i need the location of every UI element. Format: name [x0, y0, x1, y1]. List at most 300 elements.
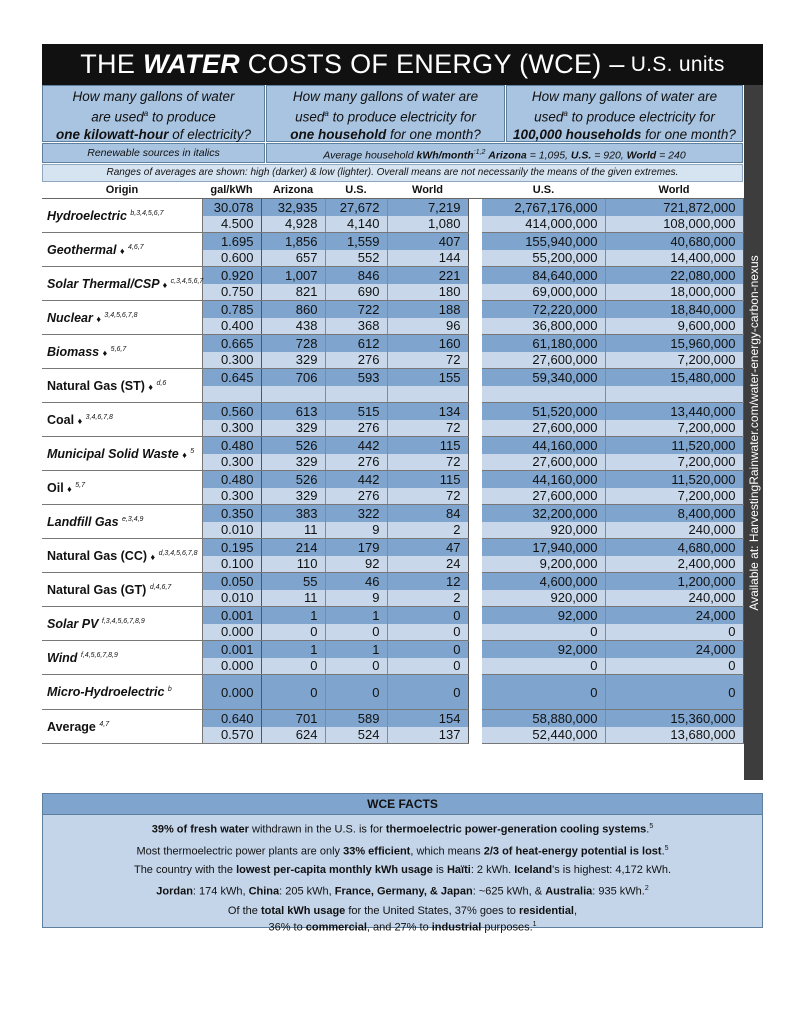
column-gap: [468, 437, 482, 454]
origin-footnote: c,3,4,5,6,7: [170, 277, 204, 285]
origin-footnote: b,3,4,5,6,7: [130, 209, 164, 217]
cell-arizona: 329: [261, 420, 325, 437]
origin-footnote: d,6: [156, 379, 167, 387]
cell-world-100k: 15,360,000: [605, 710, 743, 727]
cell-world: 2: [387, 590, 468, 607]
cell-us: 276: [325, 488, 387, 505]
side-banner: [744, 85, 763, 780]
cell-us-100k: 27,600,000: [482, 454, 605, 471]
f2-b2: 2/3 of heat-energy potential is lost: [483, 845, 662, 858]
origin-footnote: b: [167, 685, 172, 693]
column-gap: [468, 335, 482, 352]
column-gap: [468, 522, 482, 539]
q1-sup: a: [143, 109, 149, 118]
cell-arizona: 613: [261, 403, 325, 420]
origin-cell: [42, 301, 202, 335]
f6-t1: 36% to: [268, 921, 306, 934]
cell-world-100k: 22,080,000: [605, 267, 743, 284]
table-body: [42, 199, 743, 744]
cell-world-100k: 40,680,000: [605, 233, 743, 250]
cell-arizona: 657: [261, 250, 325, 267]
cell-gal-kwh: 0.195: [202, 539, 261, 556]
column-gap: [468, 488, 482, 505]
cell-world: 115: [387, 437, 468, 454]
origin-cell: [42, 437, 202, 471]
cell-world-100k: 240,000: [605, 590, 743, 607]
title-part1: THE: [80, 49, 136, 79]
origin-name: Geothermal: [47, 242, 117, 257]
cell-gal-kwh: 0.560: [202, 403, 261, 420]
column-gap: [468, 301, 482, 318]
cell-world: 72: [387, 352, 468, 369]
cell-world-100k: 24,000: [605, 607, 743, 624]
f5-t3: ,: [574, 904, 578, 917]
cell-world: 180: [387, 284, 468, 301]
cell-world: 96: [387, 318, 468, 335]
cell-arizona: [261, 386, 325, 403]
table-row: [42, 301, 743, 318]
cell-us-100k: 84,640,000: [482, 267, 605, 284]
f4-t1: : 174 kWh,: [192, 885, 249, 898]
cell-world: 1,080: [387, 216, 468, 233]
cell-gal-kwh: 4.500: [202, 216, 261, 233]
cell-world: 24: [387, 556, 468, 573]
cell-arizona: 860: [261, 301, 325, 318]
header-us-100k: U.S.: [482, 182, 605, 199]
f3-t2: is: [432, 864, 447, 877]
cell-world-100k: 18,840,000: [605, 301, 743, 318]
column-gap: [468, 267, 482, 284]
f2-t1: Most thermoelectric power plants are only: [136, 845, 344, 858]
column-gap: [468, 607, 482, 624]
cell-us: 612: [325, 335, 387, 352]
f6-t2: , and 27% to: [366, 921, 432, 934]
f5-t2: for the United States, 37% goes to: [345, 904, 519, 917]
cell-world: 137: [387, 727, 468, 744]
cell-arizona: 526: [261, 437, 325, 454]
q2-line2b: to produce electricity for: [332, 109, 476, 125]
cell-world-100k: 18,000,000: [605, 284, 743, 301]
origin-cell: [42, 641, 202, 675]
cell-gal-kwh: 0.480: [202, 471, 261, 488]
cell-us-100k: 0: [482, 658, 605, 675]
ranges-note: Ranges of averages are shown: high (darker) & low (lighter). Overall means are not necessarily the means of the given extremes.: [42, 164, 743, 182]
origin-footnote: e,3,4,9: [122, 515, 144, 523]
question-100k-households: [506, 85, 743, 142]
f4-b4: Australia: [545, 885, 593, 898]
origin-footnote: 5,7: [75, 481, 85, 489]
cell-us: 9: [325, 590, 387, 607]
cell-us-100k: 0: [482, 675, 605, 710]
side-banner-text: Available at: HarvestingRainwater.com/water-energy-carbon-nexus: [746, 254, 761, 611]
cell-arizona: 706: [261, 369, 325, 386]
cell-gal-kwh: 0.640: [202, 710, 261, 727]
cell-world: 0: [387, 658, 468, 675]
cell-us: 179: [325, 539, 387, 556]
cell-world: 134: [387, 403, 468, 420]
cell-gal-kwh: 0.920: [202, 267, 261, 284]
origin-cell: [42, 505, 202, 539]
title-water: WATER: [142, 49, 240, 79]
f3-b2: Haïti: [446, 864, 471, 877]
cell-us-100k: 2,767,176,000: [482, 199, 605, 216]
table-row: [42, 607, 743, 624]
cell-arizona: 0: [261, 658, 325, 675]
wce-facts-panel: [42, 793, 763, 934]
cell-arizona: 1: [261, 607, 325, 624]
fact-3: [43, 863, 762, 877]
cell-us-100k: 155,940,000: [482, 233, 605, 250]
cell-world: 188: [387, 301, 468, 318]
cell-us-100k: [482, 386, 605, 403]
f5-t1: Of the: [227, 904, 261, 917]
header-world-100k: World: [605, 182, 743, 199]
f1-b1: 39% of fresh water: [151, 823, 249, 836]
cell-us: [325, 386, 387, 403]
cell-us: 589: [325, 710, 387, 727]
origin-footnote: 4,6,7: [128, 243, 144, 251]
f6-b1: commercial: [305, 921, 367, 934]
cell-world-100k: 0: [605, 624, 743, 641]
cell-arizona: 329: [261, 352, 325, 369]
f6-b2: industrial: [431, 921, 482, 934]
cell-us: 442: [325, 471, 387, 488]
origin-name: Solar Thermal/CSP: [47, 276, 160, 291]
cell-world: [387, 386, 468, 403]
table-row: [42, 335, 743, 352]
cell-arizona: 438: [261, 318, 325, 335]
origin-footnote: 5: [190, 447, 195, 455]
q1-bold: one kilowatt-hour: [55, 126, 169, 142]
cell-gal-kwh: 0.300: [202, 488, 261, 505]
hh-world-val: = 240: [659, 149, 686, 162]
cell-arizona: 214: [261, 539, 325, 556]
cell-us-100k: 4,600,000: [482, 573, 605, 590]
cell-us-100k: 9,200,000: [482, 556, 605, 573]
cell-arizona: 1,856: [261, 233, 325, 250]
table-row: [42, 539, 743, 556]
hh-lead: Average household: [323, 149, 414, 162]
origin-name: Wind: [47, 650, 78, 665]
water-drop-icon: ♦: [77, 415, 83, 426]
cell-arizona: 329: [261, 454, 325, 471]
cell-world-100k: 24,000: [605, 641, 743, 658]
cell-world-100k: 15,960,000: [605, 335, 743, 352]
cell-world: 0: [387, 624, 468, 641]
cell-us: 276: [325, 454, 387, 471]
cell-us: 322: [325, 505, 387, 522]
cell-arizona: 110: [261, 556, 325, 573]
q3-line2b: to produce electricity for: [571, 109, 715, 125]
cell-us-100k: 920,000: [482, 590, 605, 607]
cell-world: 0: [387, 607, 468, 624]
q1-tail: of electricity?: [172, 126, 252, 142]
cell-us: 276: [325, 352, 387, 369]
cell-us-100k: 92,000: [482, 641, 605, 658]
cell-us-100k: 55,200,000: [482, 250, 605, 267]
cell-gal-kwh: 0.665: [202, 335, 261, 352]
table-row: [42, 505, 743, 522]
cell-us: 0: [325, 658, 387, 675]
cell-gal-kwh: 0.600: [202, 250, 261, 267]
origin-name: Natural Gas (CC): [47, 548, 148, 563]
column-gap: [468, 403, 482, 420]
column-gap: [468, 590, 482, 607]
q1-line1: How many gallons of water: [72, 89, 235, 104]
cell-world-100k: 11,520,000: [605, 471, 743, 488]
origin-name: Oil: [47, 480, 64, 495]
cell-world-100k: 13,680,000: [605, 727, 743, 744]
hh-us-val: = 920,: [594, 149, 624, 162]
cell-world: 160: [387, 335, 468, 352]
origin-name: Biomass: [47, 344, 100, 359]
origin-footnote: 3,4,6,7,8: [85, 413, 113, 421]
cell-us-100k: 51,520,000: [482, 403, 605, 420]
f4-sup: 2: [644, 885, 649, 893]
cell-world: 144: [387, 250, 468, 267]
cell-arizona: 624: [261, 727, 325, 744]
title-part2: COSTS OF ENERGY (WCE) –: [247, 49, 625, 79]
column-gap: [468, 658, 482, 675]
cell-world: 154: [387, 710, 468, 727]
cell-us-100k: 414,000,000: [482, 216, 605, 233]
title-units: U.S. units: [630, 52, 725, 76]
fact-2: [43, 842, 762, 859]
cell-arizona: 0: [261, 675, 325, 710]
cell-gal-kwh: 0.400: [202, 318, 261, 335]
cell-us-100k: 52,440,000: [482, 727, 605, 744]
wce-table: [42, 182, 744, 744]
origin-cell: [42, 233, 202, 267]
origin-name: Nuclear: [47, 310, 93, 325]
table-header-row: [42, 182, 743, 199]
cell-us-100k: 61,180,000: [482, 335, 605, 352]
page-title: [42, 44, 763, 85]
cell-us: 1: [325, 641, 387, 658]
cell-world: 84: [387, 505, 468, 522]
table-row: [42, 369, 743, 386]
origin-footnote: 4,7: [99, 720, 110, 728]
cell-us-100k: 920,000: [482, 522, 605, 539]
cell-us: 593: [325, 369, 387, 386]
cell-world-100k: 7,200,000: [605, 352, 743, 369]
cell-world: 221: [387, 267, 468, 284]
cell-arizona: 383: [261, 505, 325, 522]
cell-world-100k: 0: [605, 675, 743, 710]
origin-cell: [42, 403, 202, 437]
cell-world-100k: 7,200,000: [605, 454, 743, 471]
cell-arizona: 55: [261, 573, 325, 590]
q2-sup: a: [324, 109, 329, 118]
table-row: [42, 199, 743, 216]
origin-name: Solar PV: [47, 616, 99, 631]
q2-bold: one household: [290, 126, 387, 142]
cell-gal-kwh: 0.350: [202, 505, 261, 522]
header-us: U.S.: [325, 182, 387, 199]
cell-arizona: 0: [261, 624, 325, 641]
cell-us-100k: 44,160,000: [482, 471, 605, 488]
origin-cell: [42, 267, 202, 301]
column-gap: [468, 369, 482, 386]
cell-gal-kwh: 0.300: [202, 420, 261, 437]
cell-world: 72: [387, 454, 468, 471]
cell-us-100k: 59,340,000: [482, 369, 605, 386]
origin-name: Average: [47, 719, 96, 734]
cell-us-100k: 36,800,000: [482, 318, 605, 335]
cell-arizona: 11: [261, 522, 325, 539]
cell-us: 0: [325, 624, 387, 641]
column-gap: [468, 573, 482, 590]
column-gap: [468, 471, 482, 488]
q3-line1: How many gallons of water are: [531, 89, 718, 104]
column-gap: [468, 556, 482, 573]
q2-line1: How many gallons of water are: [292, 89, 479, 104]
f3-t1: The country with the: [133, 864, 237, 877]
table-row: [42, 403, 743, 420]
q2-tail: for one month?: [389, 126, 481, 142]
cell-us-100k: 44,160,000: [482, 437, 605, 454]
cell-world: 155: [387, 369, 468, 386]
hh-sup: :1,2: [473, 149, 486, 156]
cell-us-100k: 27,600,000: [482, 420, 605, 437]
cell-world-100k: 721,872,000: [605, 199, 743, 216]
cell-world: 0: [387, 641, 468, 658]
cell-us: 92: [325, 556, 387, 573]
cell-us-100k: 27,600,000: [482, 352, 605, 369]
household-note: [266, 143, 743, 163]
f4-t2: : 205 kWh,: [279, 885, 335, 898]
f1-t1: withdrawn in the U.S. is for: [248, 823, 386, 836]
q3-tail: for one month?: [645, 126, 736, 142]
cell-us-100k: 32,200,000: [482, 505, 605, 522]
fact-5: [43, 904, 762, 935]
cell-world: 115: [387, 471, 468, 488]
water-drop-icon: ♦: [182, 449, 187, 460]
cell-gal-kwh: 0.001: [202, 641, 261, 658]
cell-world: 72: [387, 488, 468, 505]
cell-gal-kwh: 0.010: [202, 590, 261, 607]
cell-world-100k: 7,200,000: [605, 488, 743, 505]
cell-us: 1: [325, 607, 387, 624]
table-row: [42, 641, 743, 658]
f5-b2: residential: [518, 904, 574, 917]
cell-arizona: 701: [261, 710, 325, 727]
cell-gal-kwh: 0.000: [202, 675, 261, 710]
f5-b1: total kWh usage: [260, 904, 346, 917]
column-gap: [468, 216, 482, 233]
question-per-kwh: [42, 85, 265, 142]
table-row: [42, 471, 743, 488]
cell-world: 12: [387, 573, 468, 590]
cell-us: 524: [325, 727, 387, 744]
cell-us: 46: [325, 573, 387, 590]
cell-gal-kwh: 0.300: [202, 454, 261, 471]
water-drop-icon: ♦: [148, 381, 154, 392]
cell-world-100k: 13,440,000: [605, 403, 743, 420]
cell-arizona: 728: [261, 335, 325, 352]
cell-us-100k: 27,600,000: [482, 488, 605, 505]
header-world: World: [387, 182, 468, 199]
header-arizona: Arizona: [261, 182, 325, 199]
column-gap: [468, 539, 482, 556]
f4-b3: France, Germany, & Japan: [334, 885, 473, 898]
column-gap: [468, 624, 482, 641]
cell-gal-kwh: [202, 386, 261, 403]
cell-world: 407: [387, 233, 468, 250]
f2-sup: 5: [664, 844, 669, 852]
cell-gal-kwh: 0.645: [202, 369, 261, 386]
column-gap: [468, 727, 482, 744]
origin-cell: [42, 471, 202, 505]
f4-t4: : 935 kWh.: [592, 885, 645, 898]
cell-world-100k: 14,400,000: [605, 250, 743, 267]
hh-unit: kWh/month: [416, 149, 474, 162]
water-drop-icon: ♦: [96, 313, 101, 324]
water-drop-icon: ♦: [102, 347, 108, 358]
origin-name: Landfill Gas: [47, 514, 119, 529]
column-gap: [468, 386, 482, 403]
origin-name: Natural Gas (GT): [47, 582, 147, 597]
origin-footnote: f,4,5,6,7,8,9: [80, 651, 118, 659]
origin-cell: [42, 335, 202, 369]
cell-us: 1,559: [325, 233, 387, 250]
cell-arizona: 11: [261, 590, 325, 607]
table-row: [42, 573, 743, 590]
cell-us-100k: 69,000,000: [482, 284, 605, 301]
origin-cell: [42, 369, 202, 403]
cell-arizona: 4,928: [261, 216, 325, 233]
cell-world: 2: [387, 522, 468, 539]
header-gal-kwh: gal/kWh: [202, 182, 261, 199]
question-one-household: [266, 85, 505, 142]
cell-gal-kwh: 0.050: [202, 573, 261, 590]
cell-world-100k: 240,000: [605, 522, 743, 539]
hh-az-val: = 1,095,: [529, 149, 568, 162]
cell-us-100k: 92,000: [482, 607, 605, 624]
cell-world-100k: 11,520,000: [605, 437, 743, 454]
f6-t3: purposes.: [481, 921, 533, 934]
origin-name: Natural Gas (ST): [47, 378, 145, 393]
cell-world: 0: [387, 675, 468, 710]
f1-t2: .: [646, 823, 650, 836]
cell-arizona: 32,935: [261, 199, 325, 216]
origin-footnote: d,4,6,7: [149, 583, 172, 591]
cell-gal-kwh: 0.785: [202, 301, 261, 318]
column-gap: [468, 454, 482, 471]
water-drop-icon: ♦: [119, 245, 125, 256]
q1-line2a: are used: [91, 109, 144, 125]
cell-us: 27,672: [325, 199, 387, 216]
origin-cell: [42, 539, 202, 573]
column-gap: [468, 352, 482, 369]
q3-bold: 100,000 households: [513, 126, 642, 142]
cell-gal-kwh: 0.570: [202, 727, 261, 744]
cell-world-100k: 0: [605, 658, 743, 675]
water-drop-icon: ♦: [150, 551, 156, 562]
column-gap: [468, 675, 482, 710]
cell-world-100k: 4,680,000: [605, 539, 743, 556]
cell-us: 515: [325, 403, 387, 420]
cell-gal-kwh: 0.480: [202, 437, 261, 454]
table-row: [42, 267, 743, 284]
origin-footnote: 5,6,7: [110, 345, 127, 353]
cell-world: 72: [387, 420, 468, 437]
origin-footnote: 3,4,5,6,7,8: [104, 311, 138, 319]
cell-gal-kwh: 0.100: [202, 556, 261, 573]
column-gap: [468, 250, 482, 267]
hh-az-label: Arizona: [488, 149, 527, 162]
f1-sup: 5: [649, 823, 654, 830]
